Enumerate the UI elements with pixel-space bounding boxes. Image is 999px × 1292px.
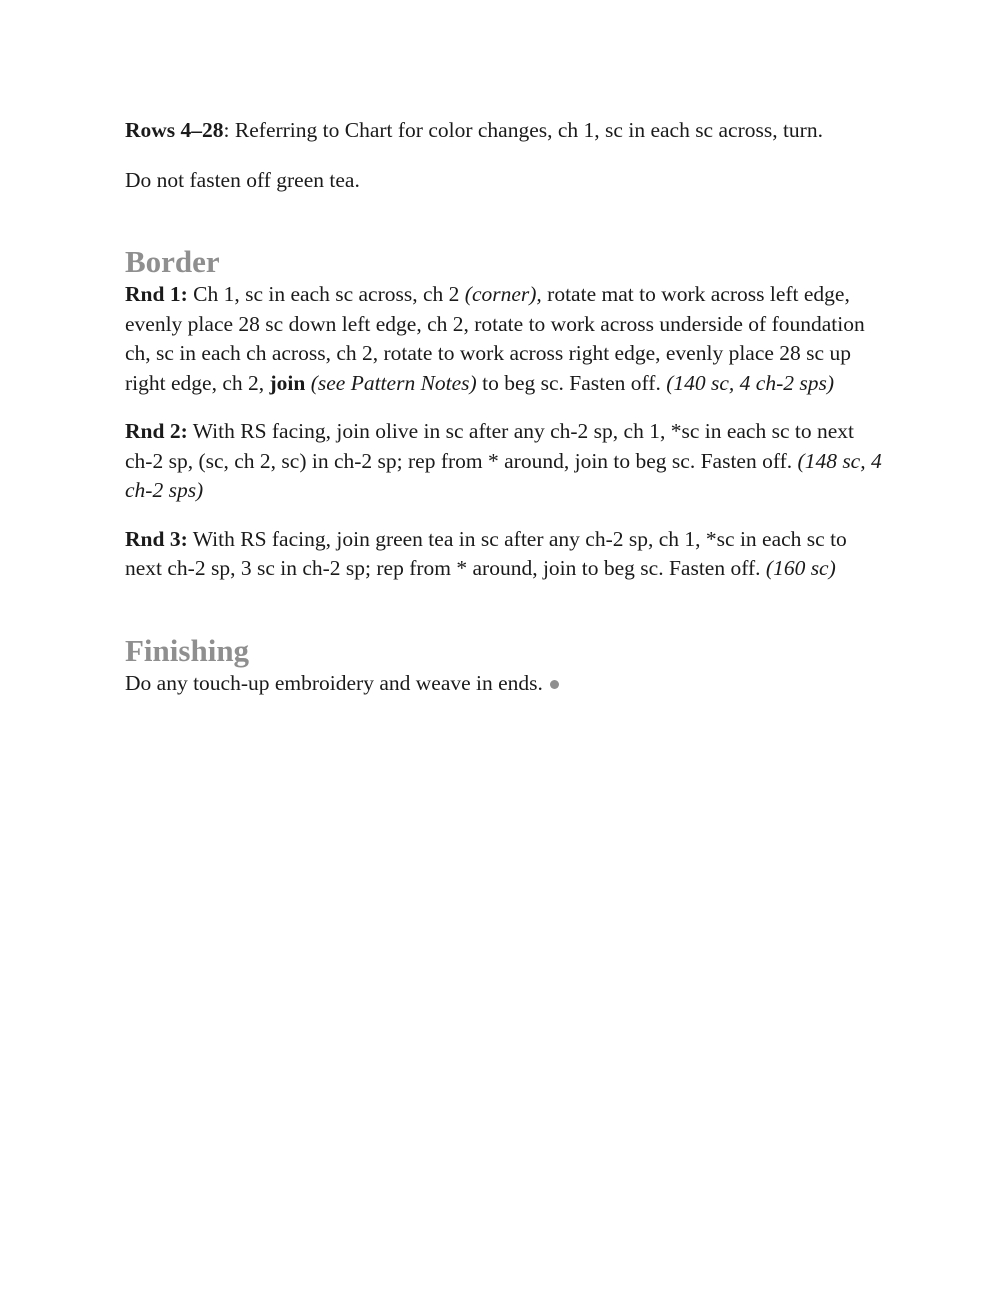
finishing-text: Do any touch-up embroidery and weave in ends. [125, 670, 543, 695]
rnd-2-paragraph [125, 417, 885, 506]
rnd-1-text-2: rotate mat to work across left edge, evenly place 28 sc down left edge, ch 2, rotate to work across underside of foundation ch, sc in each ch across, ch 2, rotate to work across right edge, evenly place 28 sc up right edge, ch 2, [125, 282, 865, 395]
border-heading: Border [125, 244, 220, 279]
rnd-1-label: Rnd 1: [125, 282, 188, 306]
rnd-1-corner-note: (corner), [464, 282, 542, 306]
rnd-3-text: With RS facing, join green tea in sc after any ch-2 sp, ch 1, *sc in each sc to next ch-2 sp, 3 sc in ch-2 sp; rep from * around, join to beg sc. Fasten off. [125, 526, 847, 580]
rnd-3-paragraph [125, 525, 885, 584]
rnd-3-label: Rnd 3: [125, 526, 188, 551]
rows-colon: : [223, 118, 230, 142]
rnd-1-text-3: to beg sc. Fasten off. [476, 370, 667, 395]
rnd-2-count: (148 sc, 4 ch-2 sps) [125, 448, 882, 502]
rnd-3-count: (160 sc) [765, 556, 836, 580]
rnd-1-text-1: Ch 1, sc in each sc across, ch 2 [187, 282, 465, 306]
finishing-heading: Finishing [125, 632, 250, 668]
rnd-1-pattern-notes-ref: (see Pattern Notes) [310, 370, 477, 395]
rows-label: Rows 4–28 [125, 118, 224, 142]
pattern-page [125, 116, 885, 698]
rows-text: Referring to Chart for color changes, ch 1, sc in each sc across, turn. [229, 118, 823, 142]
fasten-note: Do not fasten off green tea. [125, 167, 360, 192]
rnd-1-count: (140 sc, 4 ch-2 sps) [666, 370, 835, 395]
finishing-paragraph [125, 669, 885, 699]
rnd-2-text: With RS facing, join olive in sc after any ch-2 sp, ch 1, *sc in each sc to next ch-2 sp, (sc, ch 2, sc) in ch-2 sp; rep from * around, join to beg sc. Fasten off. [125, 419, 855, 473]
rows-4-28-paragraph [125, 116, 885, 146]
rnd-1-paragraph [125, 280, 885, 398]
rnd-1-join: join [269, 370, 306, 395]
end-dot-icon [550, 680, 559, 689]
rnd-2-label: Rnd 2: [125, 419, 188, 443]
